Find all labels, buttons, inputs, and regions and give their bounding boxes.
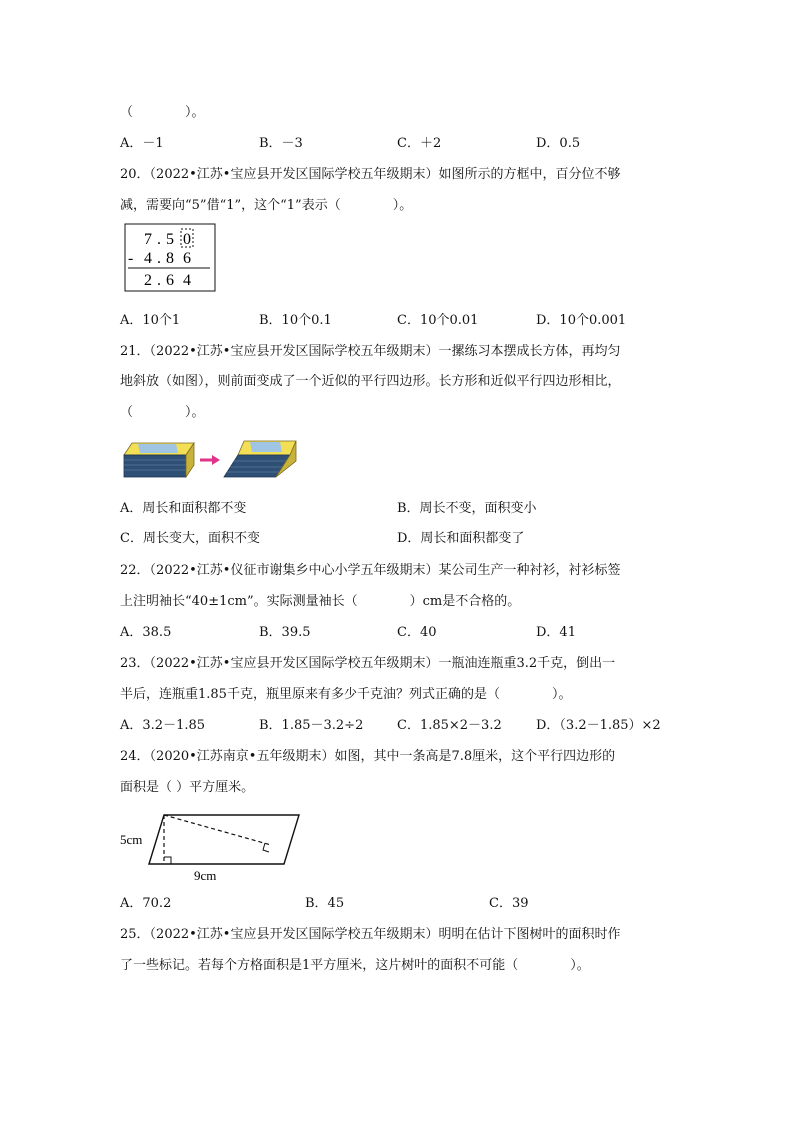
q21-stem-line3: （ ）。 [120, 405, 205, 420]
q20-digit-2: 2 [144, 272, 152, 289]
q21-notebook-stack-figure [120, 435, 300, 481]
q20-minus-sign: - [128, 250, 134, 267]
q20-digit-4b: 4 [183, 272, 191, 289]
q22-stem-line1: 22．（2022•江苏•仪征市谢集乡中心小学五年级期末）某公司生产一种衬衫，衬衫标签 [120, 563, 621, 578]
q22-option-c[interactable]: C．40 [397, 625, 437, 640]
q22-stem-line2: 上注明袖长“40±1cm”。实际测量袖长（ ）cm是不合格的。 [120, 594, 521, 609]
q22-option-b[interactable]: B．39.5 [259, 625, 311, 640]
q23-option-b[interactable]: B．1.85－3.2÷2 [259, 718, 364, 733]
q20-option-c[interactable]: C．10个0.01 [397, 313, 479, 328]
q23-stem-line2: 半后，连瓶重1.85千克，瓶里原来有多少千克油？列式正确的是（ ）。 [120, 687, 572, 702]
q24-parallelogram-figure [118, 808, 308, 886]
q24-base-label: 9cm [194, 868, 217, 883]
q25-stem-line2: 了一些标记。若每个方格面积是1平方厘米，这片树叶的面积不可能（ ）。 [120, 958, 590, 973]
q21-rectangle-stack [124, 455, 186, 477]
q24-height-slanted [164, 815, 271, 845]
q19-option-d[interactable]: D．0.5 [536, 136, 581, 151]
q20-subtraction-figure [124, 223, 218, 293]
q25-stem-line1: 25．（2022•江苏•宝应县开发区国际学校五年级期末）明明在估计下图树叶的面积时作 [120, 927, 621, 942]
q24-stem-line2: 面积是（ ）平方厘米。 [120, 780, 255, 795]
q21-stem-line1: 21．（2022•江苏•宝应县开发区国际学校五年级期末）一摞练习本摆成长方体，再均匀 [120, 344, 621, 359]
q20-digit-5: 5 [166, 231, 174, 248]
q22-option-a[interactable]: A．38.5 [120, 625, 172, 640]
q20-option-d[interactable]: D．10个0.001 [536, 313, 627, 328]
q21-option-a[interactable]: A．周长和面积都不变 [120, 501, 247, 516]
q24-side-label: 5cm [120, 832, 143, 847]
q23-option-d[interactable]: D．（3.2－1.85）×2 [536, 718, 661, 733]
q19-answer-blank: （ ）。 [120, 105, 205, 120]
q20-option-a[interactable]: A．10个1 [120, 313, 181, 328]
q20-stem-line2: 减，需要向“5”借“1”，这个“1”表示（ ）。 [120, 198, 413, 213]
q20-option-b[interactable]: B．10个0.1 [259, 313, 332, 328]
q20-digit-6b: 6 [166, 272, 174, 289]
q24-right-angle-mark-bottom [164, 857, 171, 864]
q19-option-b[interactable]: B．－3 [259, 136, 303, 151]
q20-stem-line1: 20．（2022•江苏•宝应县开发区国际学校五年级期末）如图所示的方框中，百分位不够 [120, 167, 621, 182]
q24-option-b[interactable]: B．45 [305, 896, 345, 911]
q20-digit-8: 8 [166, 250, 174, 267]
q23-option-c[interactable]: C．1.85×2－3.2 [397, 718, 502, 733]
q20-digit-4: 4 [144, 250, 152, 267]
q24-stem-line1: 24．（2020•江苏南京•五年级期末）如图，其中一条高是7.8厘米，这个平行四边形的 [120, 749, 616, 764]
q19-option-a[interactable]: A．－1 [120, 136, 164, 151]
q20-digit-0: 0 [183, 231, 191, 248]
q24-option-c[interactable]: C．39 [489, 896, 529, 911]
q20-point-2: . [157, 250, 161, 267]
q23-stem-line1: 23．（2022•江苏•宝应县开发区国际学校五年级期末）一瓶油连瓶重3.2千克，倒出一 [120, 656, 616, 671]
q19-option-c[interactable]: C．＋2 [397, 136, 442, 151]
q21-option-b[interactable]: B．周长不变，面积变小 [397, 501, 537, 516]
q24-option-a[interactable]: A．70.2 [120, 896, 172, 911]
q21-stem-line2: 地斜放（如图），则前面变成了一个近似的平行四边形。长方形和近似平行四边形相比， [120, 374, 621, 389]
q20-point-3: . [157, 272, 161, 289]
q20-digit-7: 7 [144, 231, 152, 248]
q23-option-a[interactable]: A．3.2－1.85 [120, 718, 206, 733]
q20-point-1: . [157, 231, 161, 248]
q21-option-d[interactable]: D．周长和面积都变了 [397, 531, 525, 546]
q22-option-d[interactable]: D．41 [536, 625, 576, 640]
q21-option-c[interactable]: C．周长变大，面积不变 [120, 531, 260, 546]
q20-digit-6: 6 [183, 250, 191, 267]
